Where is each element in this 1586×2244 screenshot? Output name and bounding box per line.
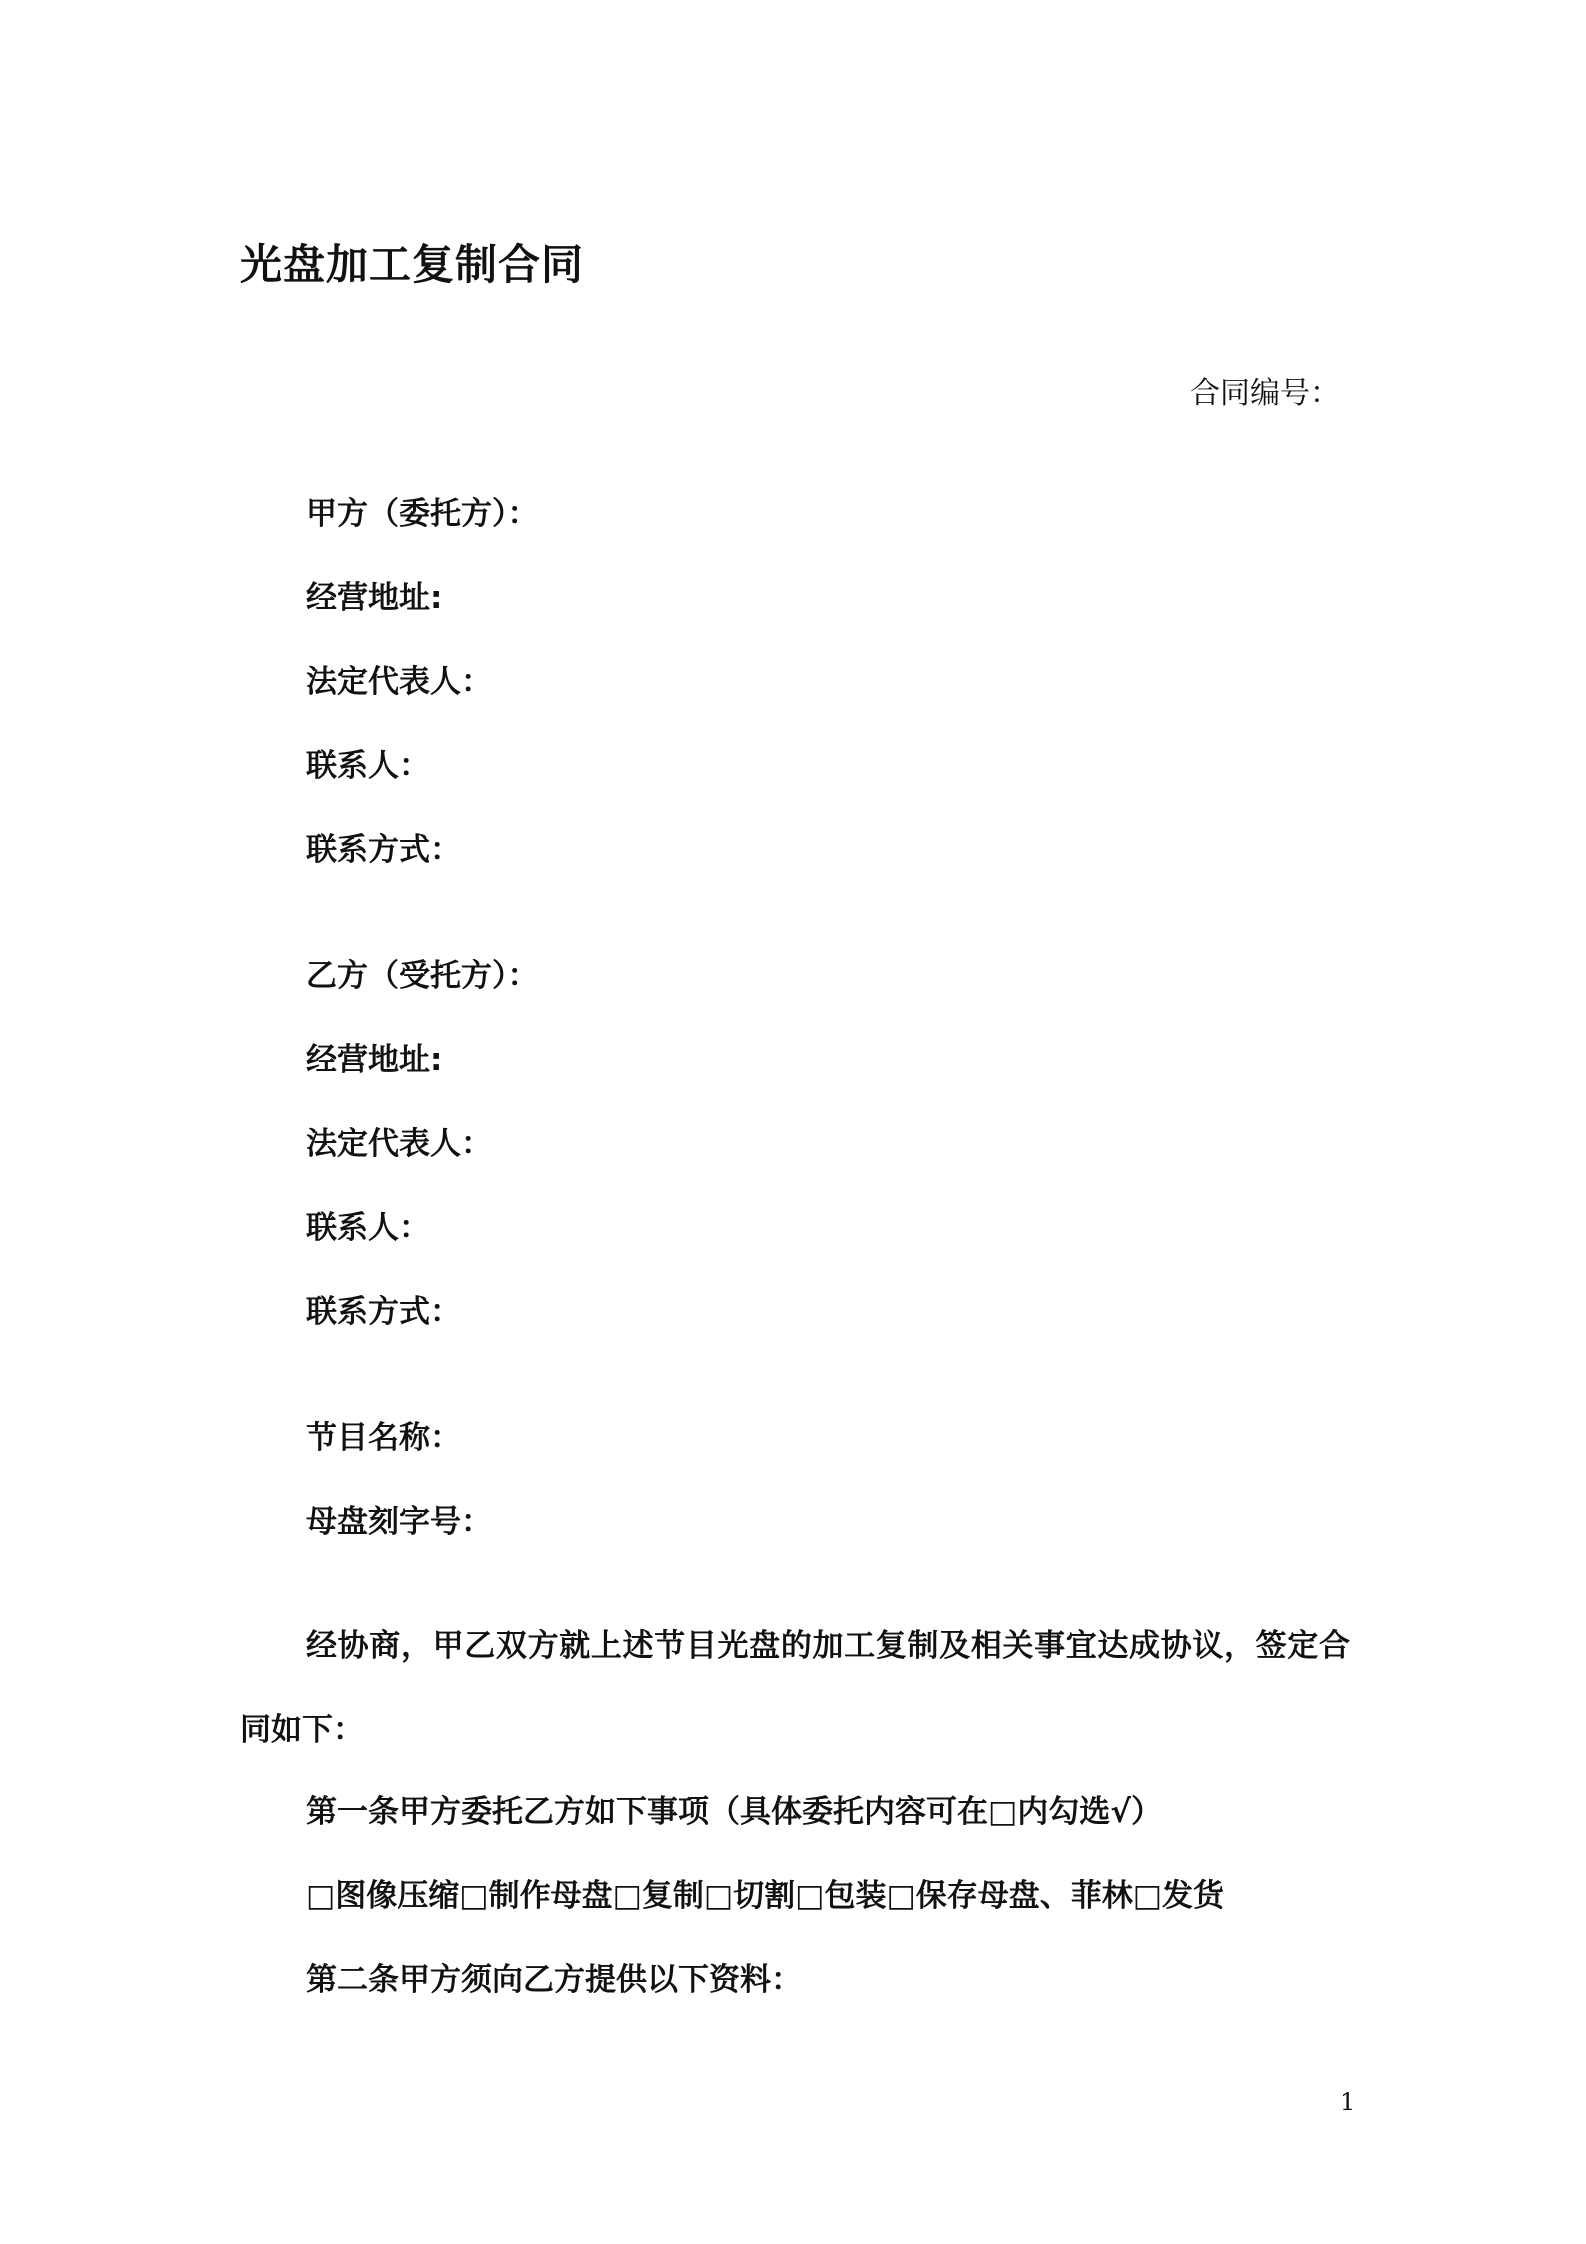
article-2: 第二条甲方须向乙方提供以下资料： [306, 1962, 802, 1998]
party-a-heading: 甲方（委托方）： [306, 496, 539, 532]
document-title: 光盘加工复制合同 [240, 240, 585, 289]
party-b-contact-method-label: 联系方式： [306, 1294, 461, 1330]
party-b-contact-label: 联系人： [306, 1210, 430, 1246]
party-b-address-label: 经营地址: [306, 1042, 443, 1078]
party-a-legal-rep-label: 法定代表人： [306, 664, 492, 700]
party-a-contact-label: 联系人： [306, 748, 430, 784]
contract-number-label: 合同编号： [1190, 376, 1340, 411]
party-b-heading: 乙方（受托方）： [306, 958, 539, 994]
party-a-contact-method-label: 联系方式： [306, 832, 461, 868]
page-number: 1 [1340, 2088, 1356, 2116]
article-1: 第一条甲方委托乙方如下事项（具体委托内容可在□内勾选√） [306, 1794, 1162, 1830]
party-a-address-label: 经营地址: [306, 580, 443, 616]
article-1-options: □图像压缩□制作母盘□复制□切割□包装□保存母盘、菲林□发货 [306, 1878, 1225, 1914]
intro-paragraph: 经协商，甲乙双方就上述节目光盘的加工复制及相关事宜达成协议，签定合同如下： [240, 1628, 1350, 1748]
program-name-label: 节目名称： [306, 1420, 461, 1456]
master-engraving-label: 母盘刻字号： [306, 1504, 492, 1540]
party-b-legal-rep-label: 法定代表人： [306, 1126, 492, 1162]
